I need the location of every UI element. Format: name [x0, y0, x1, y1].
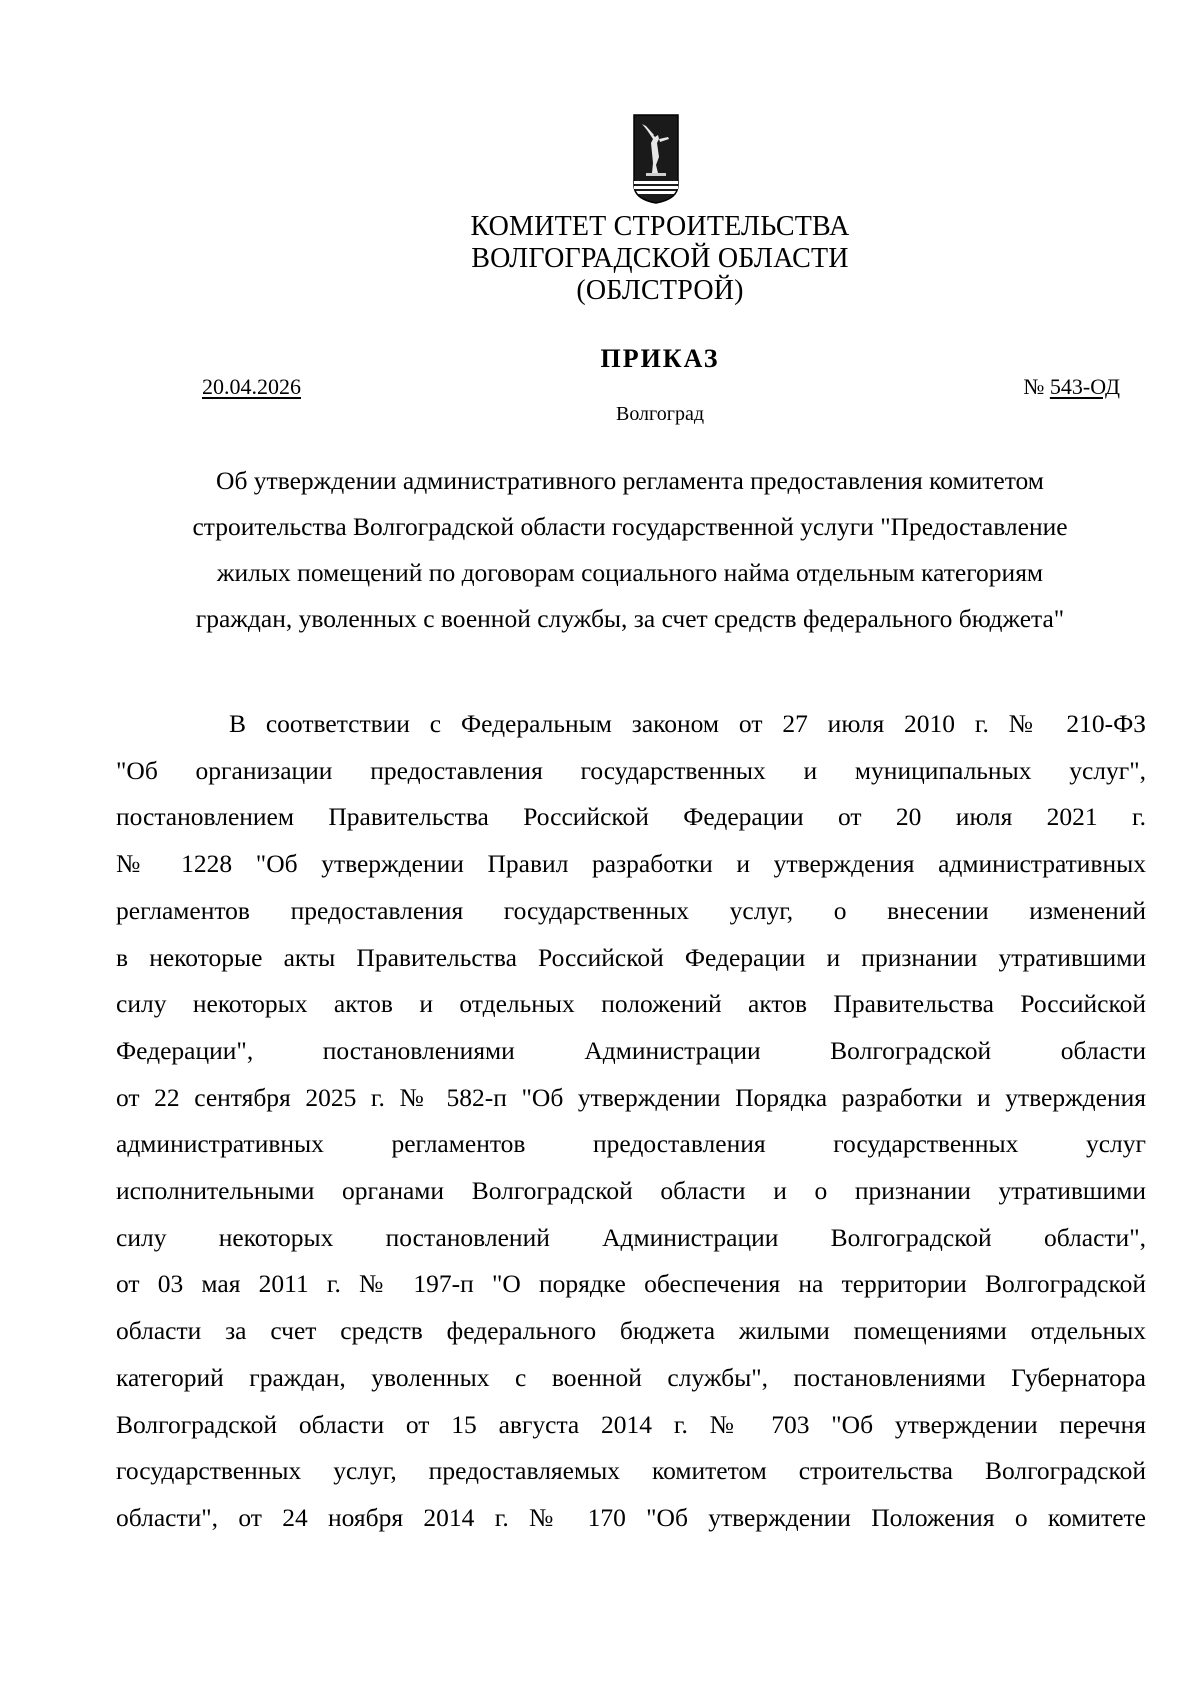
order-number — [1023, 374, 1120, 400]
order-title: ПРИКАЗ — [600, 344, 720, 373]
body-line: Федерации", постановлениями Администрации Волгоградской области — [116, 1035, 1146, 1065]
body-line: регламентов предоставления государственных услуг, о внесении изменений — [116, 895, 1146, 925]
body-line: исполнительными органами Волгоградской области и о признании утратившими — [116, 1176, 1146, 1206]
body-line: № 1228 "Об утверждении Правил разработки и утверждения административных — [116, 849, 1146, 879]
body-line: от 22 сентября 2025 г. № 582-п "Об утверждении Порядка разработки и утверждения — [116, 1082, 1146, 1112]
body-line: силу некоторых постановлений Администрации Волгоградской области", — [116, 1222, 1146, 1252]
body-line: в некоторые акты Правительства Российской Федерации и признании утратившими — [116, 942, 1146, 972]
volgograd-coat-of-arms-icon — [632, 113, 680, 205]
order-city: Волгоград — [615, 403, 705, 425]
subject-line: жилых помещений по договорам социального найма отдельным категориям — [216, 558, 1044, 587]
body-line: области за счет средств федерального бюджета жилыми помещениями отдельных — [116, 1316, 1146, 1346]
body-line: Волгоградской области от 15 августа 2014 г. № 703 "Об утверждении перечня — [116, 1409, 1146, 1439]
body-line: В соответствии с Федеральным законом от 27 июля 2010 г. № 210-ФЗ — [229, 709, 1146, 738]
order-number-prefix: № — [1023, 374, 1050, 399]
subject-line: строительства Волгоградской области государственной услуги "Предоставление — [192, 512, 1068, 541]
organization-name — [420, 211, 900, 307]
body-line: области", от 24 ноября 2014 г. № 170 "Об утверждении Положения о комитете — [116, 1502, 1146, 1532]
body-line: постановлением Правительства Российской Федерации от 20 июля 2021 г. — [116, 802, 1146, 832]
body-line: административных регламентов предоставления государственных услуг — [116, 1129, 1146, 1159]
organization-line: (ОБЛСТРОЙ) — [576, 275, 744, 306]
body-line: государственных услуг, предоставляемых комитетом строительства Волгоградской — [116, 1456, 1146, 1486]
organization-line: ВОЛГОГРАДСКОЙ ОБЛАСТИ — [471, 243, 849, 274]
order-date: 20.04.2026 — [202, 374, 301, 399]
subject-line: граждан, уволенных с военной службы, за счет средств федерального бюджета" — [195, 604, 1065, 633]
body-line: от 03 мая 2011 г. № 197-п "О порядке обеспечения на территории Волгоградской — [116, 1269, 1146, 1299]
body-line: "Об организации предоставления государственных и муниципальных услуг", — [116, 755, 1146, 785]
order-body — [116, 701, 1146, 1542]
subject-line: Об утверждении административного регламента предоставления комитетом — [216, 466, 1044, 495]
organization-line: КОМИТЕТ СТРОИТЕЛЬСТВА — [470, 211, 850, 242]
body-line: категорий граждан, уволенных с военной службы", постановлениями Губернатора — [116, 1362, 1146, 1392]
order-subject — [130, 458, 1130, 642]
body-line: силу некоторых актов и отдельных положений актов Правительства Российской — [116, 989, 1146, 1019]
order-number-value: 543-ОД — [1049, 374, 1120, 399]
